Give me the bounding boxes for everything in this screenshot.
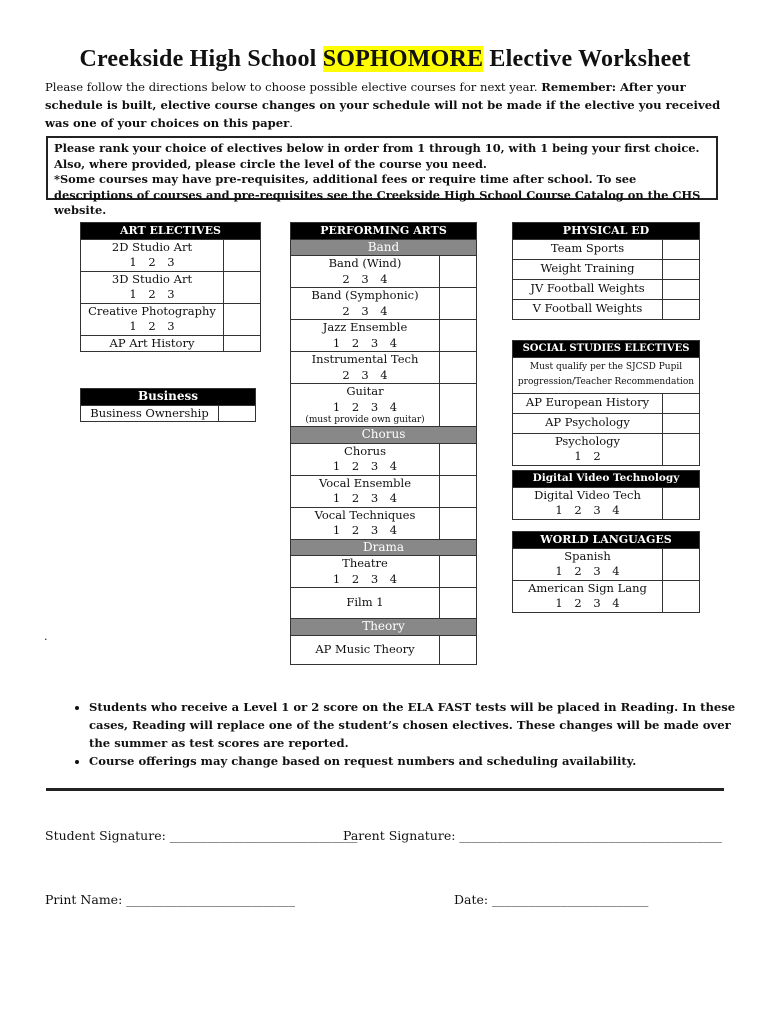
rank-box[interactable] [663, 239, 700, 259]
art-electives-table [80, 222, 261, 352]
rank-box[interactable] [663, 580, 700, 612]
performing-header: PERFORMING ARTS [291, 223, 477, 240]
rank-box[interactable] [440, 507, 477, 539]
table-row: Band (Wind) 2 3 4 [291, 256, 477, 288]
theory-header: Theory [291, 619, 477, 636]
date-field[interactable]: Date: _________________________ [454, 892, 649, 907]
table-row: Vocal Ensemble 1 2 3 4 [291, 475, 477, 507]
stray-mark: . [44, 630, 48, 643]
rank-box[interactable] [663, 279, 700, 299]
rank-box[interactable] [440, 320, 477, 352]
intro-text: Please follow the directions below to choose possible elective courses for next year. Remember: After your schedule is built, elective course changes on your schedule will not be made if the elective you received was one of your choices on this paper. [45, 80, 721, 130]
table-row: Team Sports [513, 239, 700, 259]
rank-box[interactable] [663, 393, 700, 413]
student-signature-field[interactable]: Student Signature: ______________________________ [45, 828, 358, 843]
video-header: Digital Video Technology [513, 471, 700, 488]
table-row: AP European History [513, 393, 700, 413]
rank-box[interactable] [219, 405, 256, 422]
list-item: • Students who receive a Level 1 or 2 score on the ELA FAST tests will be placed in Reading. In these cases, Reading will replace one of the student’s chosen electives. These changes will be made over the summer as test scores are reported. [89, 698, 749, 752]
table-row: Creative Photography 1 2 3 [81, 303, 261, 335]
table-row: V Football Weights [513, 299, 700, 319]
world-languages-table [512, 531, 700, 613]
languages-header: WORLD LANGUAGES [513, 532, 700, 549]
table-row: Theatre 1 2 3 4 [291, 556, 477, 588]
instructions-box [46, 136, 718, 217]
table-row: Vocal Techniques 1 2 3 4 [291, 507, 477, 539]
instructions-line-1: Please rank your choice of electives below in order from 1 through 10, with 1 being your first choice. Also, where provided, please circle the level of the course you need. [54, 141, 700, 171]
table-row: AP Psychology [513, 413, 700, 433]
rank-box[interactable] [663, 487, 700, 519]
divider [46, 788, 724, 791]
table-row: AP Music Theory [291, 635, 477, 664]
rank-box[interactable] [440, 288, 477, 320]
business-header: Business [81, 389, 256, 406]
notes-list [64, 698, 749, 770]
rank-box[interactable] [663, 548, 700, 580]
rank-box[interactable] [440, 588, 477, 619]
physical-header: PHYSICAL ED [513, 223, 700, 240]
rank-box[interactable] [224, 303, 261, 335]
table-row: Digital Video Tech 1 2 3 4 [513, 487, 700, 519]
rank-box[interactable] [663, 433, 700, 465]
rank-box[interactable] [440, 443, 477, 475]
business-table [80, 388, 256, 422]
rank-box[interactable] [440, 352, 477, 384]
physical-ed-table [512, 222, 700, 320]
table-row: Jazz Ensemble 1 2 3 4 [291, 320, 477, 352]
print-name-field[interactable]: Print Name: ___________________________ [45, 892, 296, 907]
rank-box[interactable] [440, 635, 477, 664]
drama-header: Drama [291, 539, 477, 556]
rank-box[interactable] [224, 271, 261, 303]
art-header: ART ELECTIVES [81, 223, 261, 240]
table-row: Weight Training [513, 259, 700, 279]
table-row: American Sign Lang 1 2 3 4 [513, 580, 700, 612]
table-row: Guitar 1 2 3 4 (must provide own guitar) [291, 384, 477, 427]
chorus-header: Chorus [291, 427, 477, 444]
table-row: AP Art History [81, 335, 261, 352]
performing-arts-table [290, 222, 477, 665]
table-row: 2D Studio Art 1 2 3 [81, 239, 261, 271]
social-studies-table [512, 340, 700, 466]
table-row: Business Ownership [81, 405, 256, 422]
table-row: Chorus 1 2 3 4 [291, 443, 477, 475]
social-note: Must qualify per the SJCSD Pupil progression/Teacher Recommendation [513, 357, 700, 393]
rank-box[interactable] [663, 259, 700, 279]
social-header: SOCIAL STUDIES ELECTIVES [513, 341, 700, 358]
rank-box[interactable] [224, 335, 261, 352]
table-row: Band (Symphonic) 2 3 4 [291, 288, 477, 320]
digital-video-table [512, 470, 700, 520]
band-header: Band [291, 239, 477, 256]
rank-box[interactable] [440, 384, 477, 427]
table-row: Film 1 [291, 588, 477, 619]
table-row: JV Football Weights [513, 279, 700, 299]
rank-box[interactable] [440, 475, 477, 507]
table-row: Psychology 1 2 [513, 433, 700, 465]
parent-signature-field[interactable]: Parent Signature: __________________________________________ [343, 828, 722, 843]
rank-box[interactable] [663, 413, 700, 433]
rank-box[interactable] [440, 556, 477, 588]
page-title: Creekside High School SOPHOMORE Elective Worksheet [79, 46, 691, 72]
list-item: • Course offerings may change based on request numbers and scheduling availability. [89, 752, 749, 770]
rank-box[interactable] [224, 239, 261, 271]
table-row: 3D Studio Art 1 2 3 [81, 271, 261, 303]
rank-box[interactable] [663, 299, 700, 319]
instructions-line-2: *Some courses may have pre-requisites, additional fees or require time after school. To see descriptions of courses and pre-requisites see the Creekside High School Course Catalog on the CHS website. [54, 172, 701, 217]
table-row: Instrumental Tech 2 3 4 [291, 352, 477, 384]
title-highlight: SOPHOMORE [322, 46, 484, 72]
table-row: Spanish 1 2 3 4 [513, 548, 700, 580]
rank-box[interactable] [440, 256, 477, 288]
